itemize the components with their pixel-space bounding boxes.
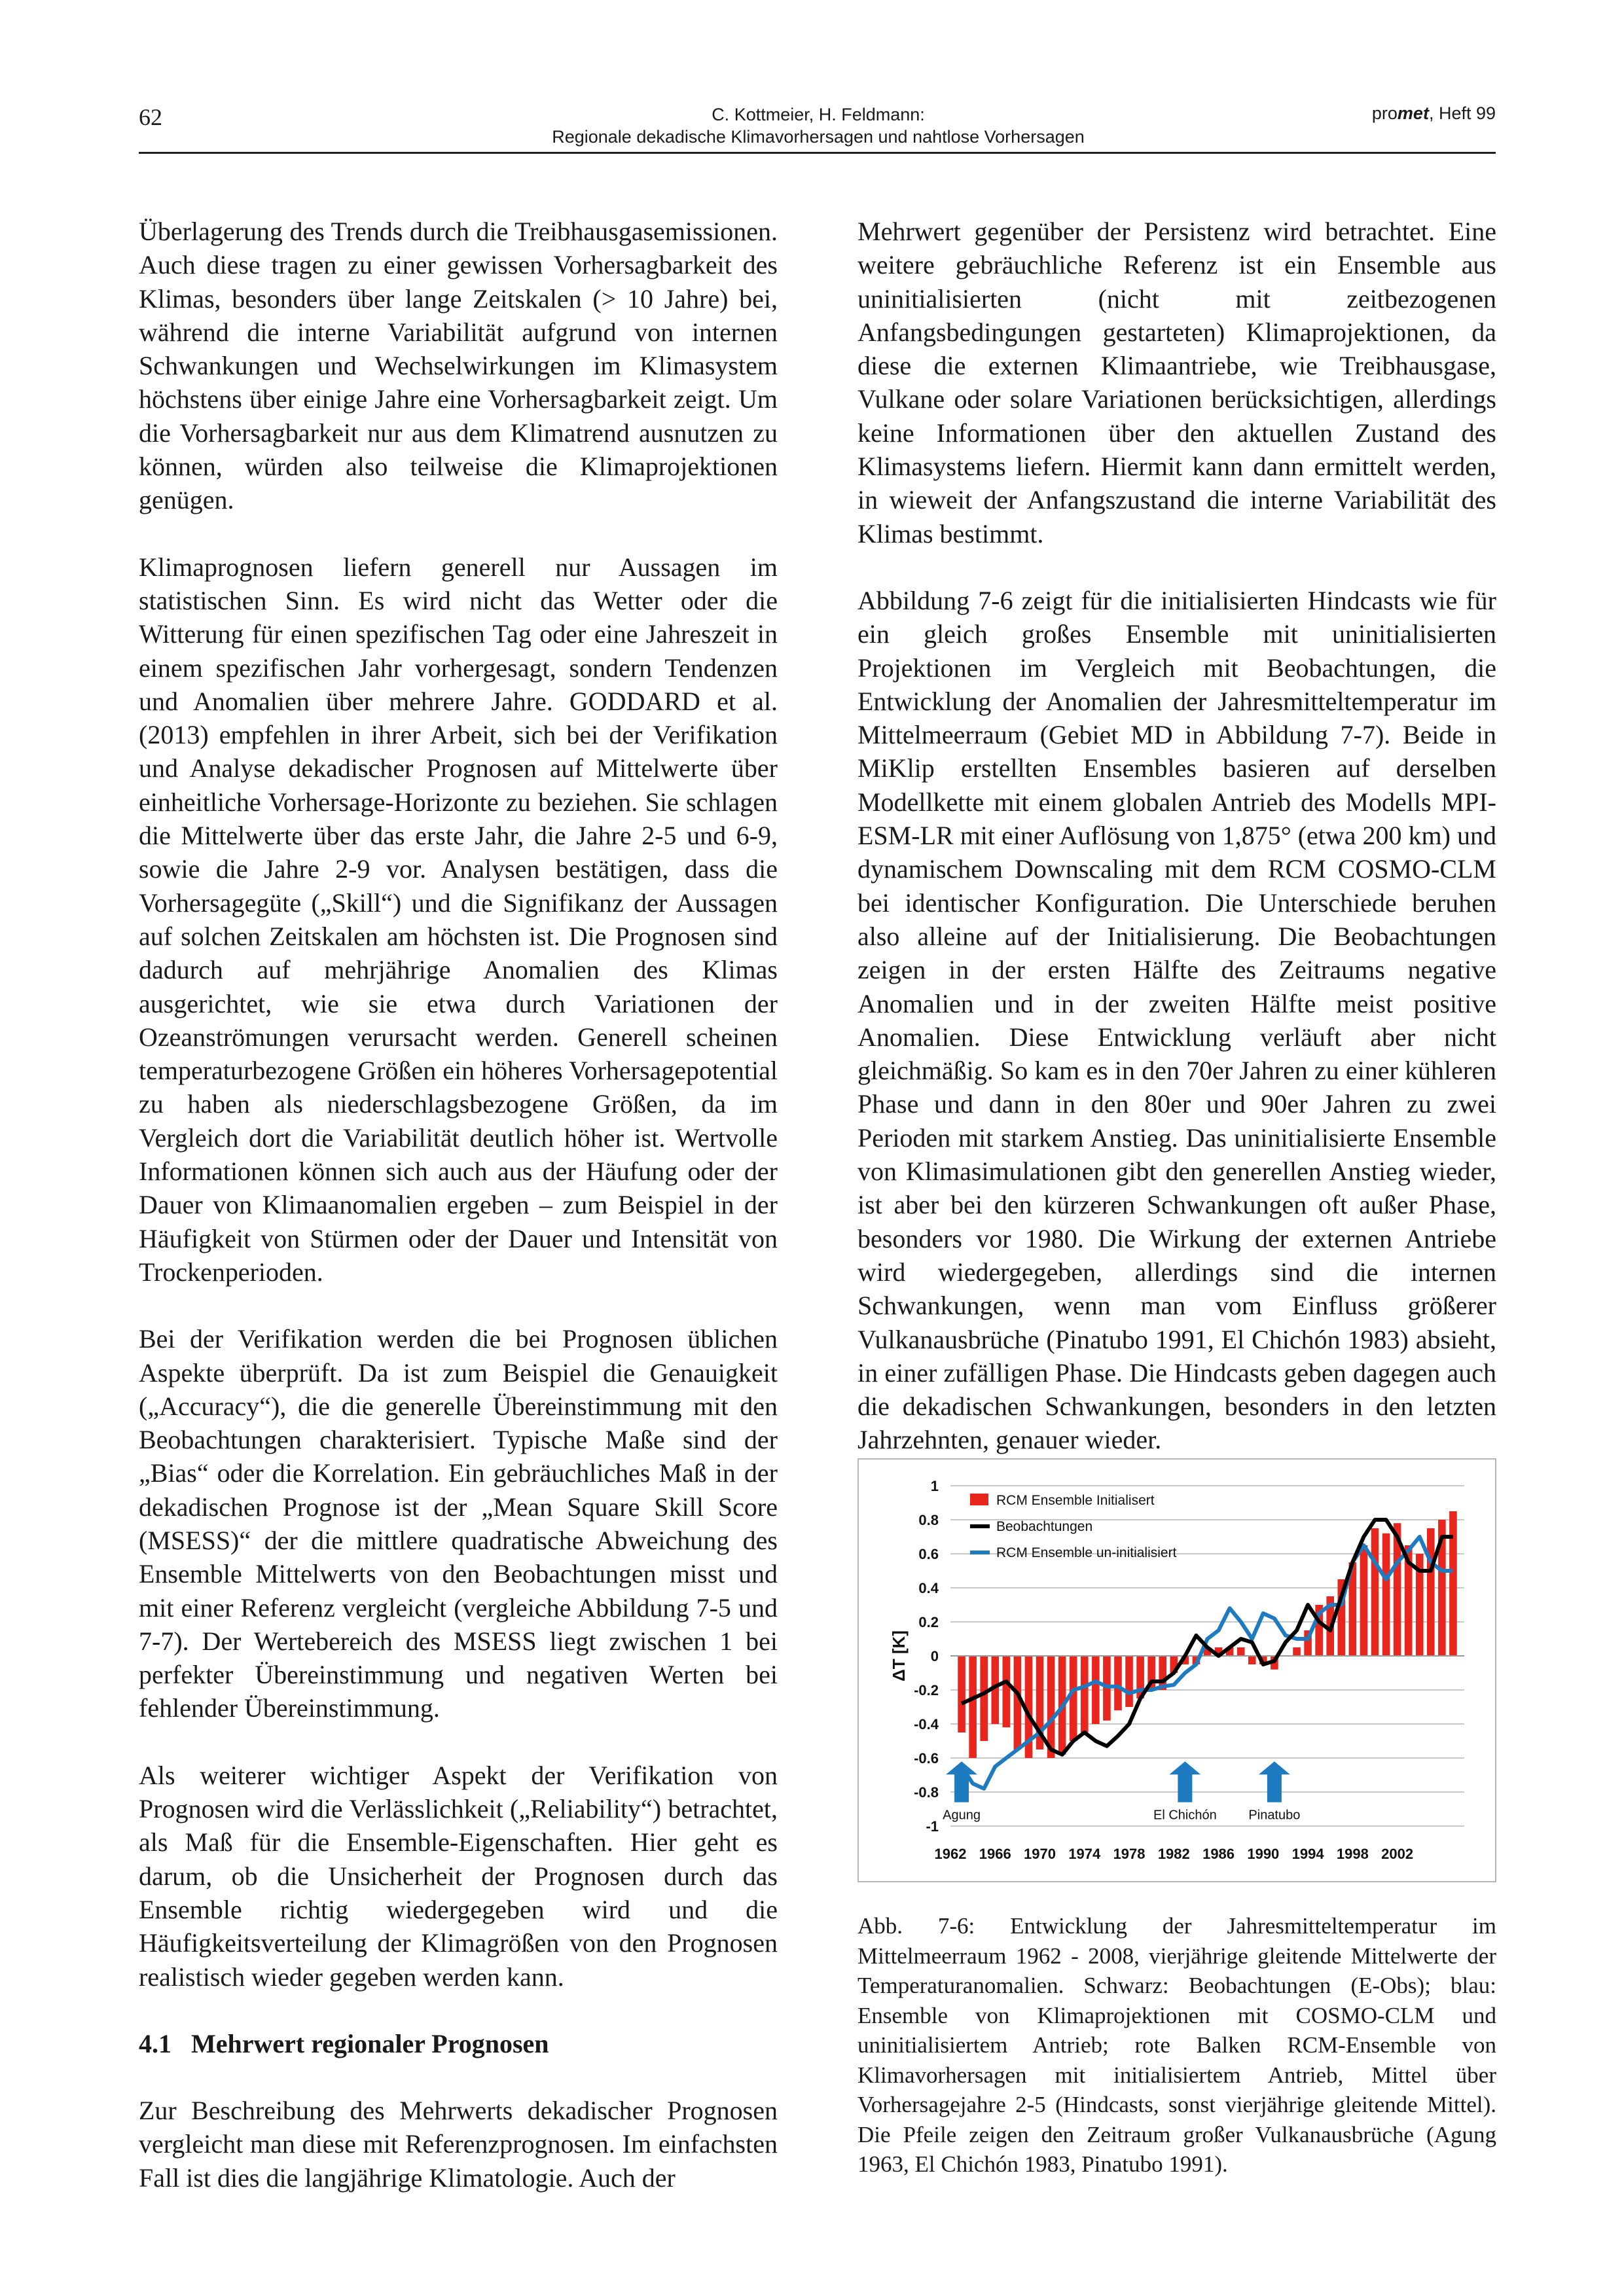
section-heading	[139, 2027, 778, 2060]
y-tick-label: 0.8	[918, 1512, 939, 1528]
figure-7-6	[857, 1458, 1496, 1882]
y-tick-label: -0.6	[914, 1750, 939, 1767]
volcano-arrow	[1259, 1761, 1290, 1802]
x-tick-label: 1970	[1024, 1846, 1056, 1862]
bar	[1371, 1528, 1379, 1656]
y-axis-label: ΔT [K]	[889, 1630, 909, 1681]
bar	[980, 1656, 988, 1741]
running-header	[393, 103, 1244, 148]
x-tick-label: 1998	[1336, 1846, 1369, 1862]
y-tick-label: -1	[926, 1818, 939, 1835]
journal-issue: , Heft 99	[1428, 103, 1496, 123]
y-tick-label: 0.2	[918, 1614, 939, 1630]
x-tick-label: 1962	[934, 1846, 967, 1862]
journal-prefix: pro	[1371, 103, 1398, 123]
y-tick-label: 0.4	[918, 1580, 939, 1596]
bar	[1427, 1528, 1435, 1656]
section-number: 4.1	[139, 2028, 171, 2058]
y-tick-label: -0.2	[914, 1682, 939, 1698]
header-title: Regionale dekadische Klimavorhersagen und nahtlose Vorhersagen	[552, 127, 1085, 147]
legend-swatch-bars	[970, 1494, 988, 1505]
x-tick-label: 1966	[979, 1846, 1011, 1862]
bar	[1092, 1656, 1100, 1724]
y-tick-label: 1	[930, 1478, 939, 1494]
x-tick-label: 1978	[1113, 1846, 1146, 1862]
page-number: 62	[139, 104, 162, 130]
bar	[958, 1656, 965, 1732]
right-paragraph-1: Mehrwert gegenüber der Persistenz wird betrachtet. Eine weitere gebräuchliche Referenz ist ein Ensemble aus uninitialisierten (nicht mit zeitbezogenen Anfangsbedingungen gestarteten) Klimaprojektionen, da diese die externen Klimaantriebe, wie Treibhausgase, Vulkane oder solare Variationen berücksichtigen, allerdings keine Informationen über den aktuellen Zustand des Klimasystems liefern. Hiermit kann dann ermittelt werden, in wieweit der Anfangszustand die interne Variabilität des Klimas bestimmt.	[857, 217, 1496, 548]
journal-bold: met	[1397, 103, 1429, 123]
left-paragraph-5: Zur Beschreibung des Mehrwerts dekadischer Prognosen vergleicht man diese mit Referenzprognosen. Im einfachsten Fall ist dies die langjährige Klimatologie. Auch der	[139, 2096, 778, 2193]
x-tick-label: 2002	[1381, 1846, 1414, 1862]
left-paragraph-1: Überlagerung des Trends durch die Treibhausgasemissionen. Auch diese tragen zu einer gewissen Vorhersagbarkeit des Klimas, besonders über lange Zeitskalen (> 10 Jahre) bei, während die interne Variabilität aufgrund von internen Schwankungen und Wechselwirkungen im Klimasystem höchstens über einige Jahre eine Vorhersagbarkeit zeigt. Um die Vorhersagbarkeit nur aus dem Klimatrend ausnutzen zu können, würden also teilweise die Klimaprojektionen genügen.	[139, 217, 778, 515]
y-tick-label: -0.4	[914, 1716, 939, 1732]
x-tick-label: 1994	[1291, 1846, 1324, 1862]
volcano-label: Pinatubo	[1248, 1808, 1301, 1823]
left-column	[139, 215, 778, 2228]
volcano-label: El Chichón	[1153, 1808, 1217, 1823]
x-tick-label: 1986	[1202, 1846, 1235, 1862]
y-tick-label: 0.6	[918, 1546, 939, 1562]
section-title: Mehrwert regionaler Prognosen	[191, 2028, 549, 2058]
bar	[1360, 1545, 1368, 1656]
header-authors: C. Kottmeier, H. Feldmann:	[712, 105, 925, 124]
x-tick-label: 1982	[1157, 1846, 1190, 1862]
x-tick-label: 1990	[1247, 1846, 1280, 1862]
legend-label-observations: Beobachtungen	[996, 1519, 1093, 1534]
uninitialized-line	[962, 1537, 1453, 1789]
bar	[1081, 1656, 1089, 1732]
bar	[1003, 1656, 1011, 1727]
bar	[1449, 1511, 1457, 1656]
left-paragraph-2: Klimaprognosen liefern generell nur Aussagen im statistischen Sinn. Es wird nicht das Wetter oder die Witterung für einen spezifischen Tag oder eine Jahreszeit in einem spezifischen Jahr vorhergesagt, sondern Tendenzen und Anomalien über mehrere Jahre. GODDARD et al. (2013) empfehlen in ihrer Arbeit, sich bei der Verifikation und Analyse dekadischer Prognosen auf Mittelwerte über einheitliche Vorhersage-Horizonte zu beziehen. Sie schlagen die Mittelwerte über das erste Jahr, die Jahre 2-5 und 6-9, sowie die Jahre 2-9 vor. Analysen bestätigen, dass die Vorhersagegüte („Skill“) und die Signifikanz der Aussagen auf solchen Zeitskalen am höchsten ist. Die Prognosen sind dadurch auf mehrjährige Anomalien des Klimas ausgerichtet, wie sie etwa durch Variationen der Ozeanströmungen verursacht werden. Generell scheinen temperaturbezogene Größen ein höheres Vorhersagepotential zu haben als niederschlagsbezogene Größen, da im Vergleich dort die Variabilität deutlich höher ist. Wertvolle Informationen können sich auch aus der Häufung oder der Dauer von Klimaanomalien ergeben – zum Beispiel in der Häufigkeit von Stürmen oder der Dauer und Intensität von Trockenperioden.	[139, 552, 778, 1287]
left-paragraph-3: Bei der Verifikation werden die bei Prognosen üblichen Aspekte überprüft. Da ist zum Beispiel die Genauigkeit („Accuracy“), die die generelle Übereinstimmung mit den Beobachtungen charakterisiert. Typische Maße sind der „Bias“ oder die Korrelation. Ein gebräuchliches Maß in der dekadischen Prognose ist der „Mean Square Skill Score (MSESS)“ der die mittlere quadratische Abweichung des Ensemble Mittelwerts von den Beobachtungen misst und mit einer Referenz vergleicht (vergleiche Abbildung 7-5 und 7-7). Der Wertebereich des MSESS liegt zwischen 1 bei perfekter Übereinstimmung und negativen Werten bei fehlender Übereinstimmung.	[139, 1324, 778, 1723]
bar	[1248, 1656, 1256, 1664]
left-paragraph-4: Als weiterer wichtiger Aspekt der Verifikation von Prognosen wird die Verlässlichkeit („Reliability“) betrachtet, als Maß für die Ensemble-Eigenschaften. Hier geht es darum, ob die Unsicherheit der Prognosen durch das Ensemble richtig wiedergegeben wird und die Häufigkeitsverteilung der Klimagrößen von den Prognosen realistisch wieder gegeben werden kann.	[139, 1760, 778, 1992]
bar	[1070, 1656, 1077, 1741]
temperature-chart	[859, 1460, 1498, 1884]
legend-label-bars: RCM Ensemble Initialisert	[996, 1493, 1155, 1508]
header-rule	[139, 152, 1496, 154]
legend-label-uninitialized: RCM Ensemble un-initialisiert	[996, 1545, 1177, 1560]
bar	[1237, 1647, 1245, 1656]
volcano-label: Agung	[943, 1808, 981, 1823]
bar	[1382, 1534, 1390, 1656]
right-paragraph-2: Abbildung 7-6 zeigt für die initialisierten Hindcasts wie für ein gleich großes Ensemble mit uninitialisierten Projektionen im Vergleich mit Beobachtungen, die Entwicklung der Anomalien der Jahresmitteltemperatur im Mittelmeerraum (Gebiet MD in Abbildung 7-7). Beide in MiKlip erstellten Ensembles basieren auf derselben Modellkette mit einem globalen Antrieb des Modells MPI-ESM-LR mit einer Auflösung von 1,875° (etwa 200 km) und dynamischem Downscaling mit dem RCM COSMO-CLM bei identischer Konfiguration. Die Unterschiede beruhen also alleine auf der Initialisierung. Die Beobachtungen zeigen in der ersten Hälfte des Zeitraums negative Anomalien und in der zweiten Hälfte meist positive Anomalien. Diese Entwicklung verläuft aber nicht gleichmäßig. So kam es in den 70er Jahren zu einer kühleren Phase und dann in den 80er und 90er Jahren zu zwei Perioden mit starkem Anstieg. Das uninitialisierte Ensemble von Klimasimulationen gibt den generellen Anstieg wieder, ist aber bei den kürzeren Schwankungen oft außer Phase, besonders vor 1980. Die Wirkung der externen Antriebe wird wiedergegeben, allerdings sind die internen Schwankungen, wenn man vom Einfluss größerer Vulkanausbrüche (Pinatubo 1991, El Chichón 1983) absieht, in einer zufälligen Phase. Die Hindcasts geben dagegen auch die dekadischen Schwankungen, besonders in den letzten Jahrzehnten, genauer wieder.	[857, 585, 1496, 1455]
bar	[1125, 1656, 1133, 1707]
y-tick-label: -0.8	[914, 1784, 939, 1801]
y-tick-label: 0	[930, 1648, 939, 1664]
x-tick-label: 1974	[1068, 1846, 1101, 1862]
bar	[1114, 1656, 1122, 1710]
bar	[1293, 1647, 1301, 1656]
bar	[969, 1656, 977, 1758]
figure-caption: Abb. 7-6: Entwicklung der Jahresmitteltemperatur im Mittelmeerraum 1962 - 2008, vierjährige gleitende Mittelwerte der Temperaturanomalien. Schwarz: Beobachtungen (E-Obs); blau: Ensemble von Klimaprojektionen mit COSMO-CLM und uninitialisiertem Antrieb; rote Balken RCM-Ensemble von Klimavorhersagen mit initialisiertem Antrieb, Mittel über Vorhersagejahre 2-5 (Hindcasts, sonst vierjährige gleitende Mittel). Die Pfeile zeigen den Zeitraum großer Vulkanausbrüche (Agung 1963, El Chichón 1983, Pinatubo 1991).	[857, 1913, 1496, 2177]
right-column	[857, 215, 1496, 1490]
volcano-arrow	[1169, 1761, 1200, 1802]
journal-name	[1372, 103, 1496, 124]
